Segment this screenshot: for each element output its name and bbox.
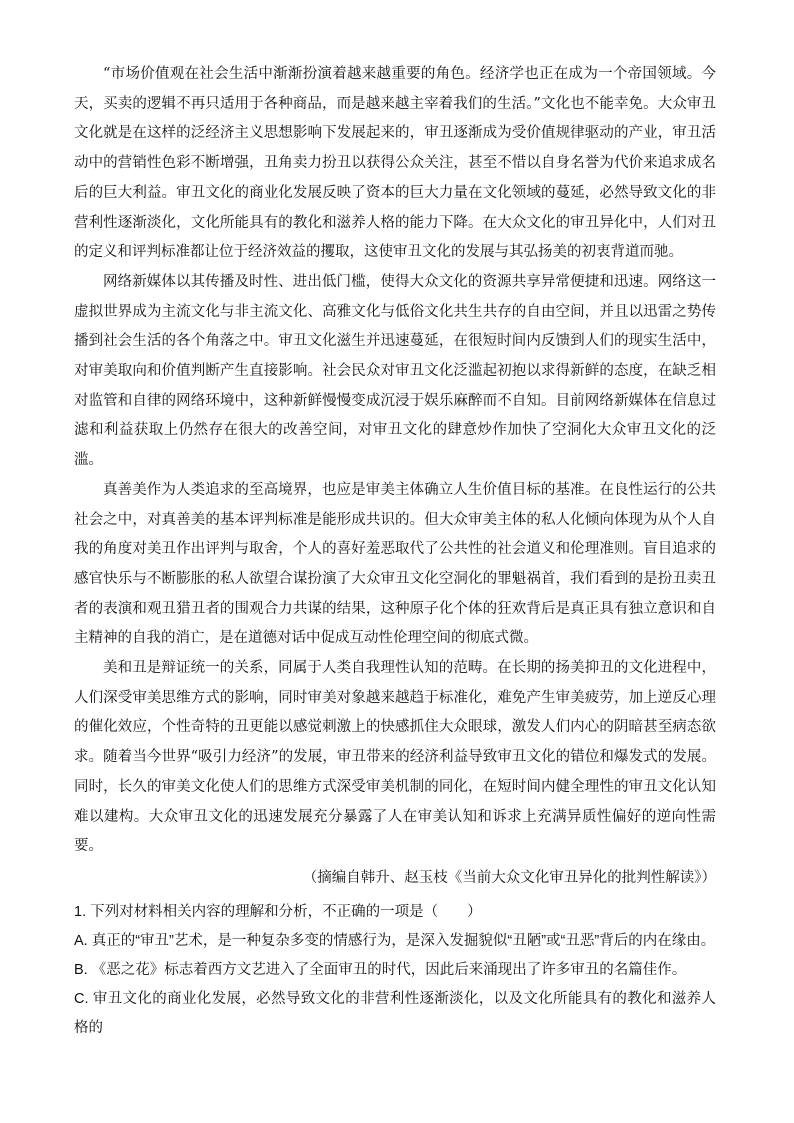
- article-paragraph-2: 网络新媒体以其传播及时性、进出低门槛，使得大众文化的资源共享异常便捷和迅速。网络这一虚拟世界成为主流文化与非主流文化、高雅文化与低俗文化共生共存的自由空间，并且以迅雷之势传播到社会生活的各个角落之中。审丑文化滋生并迅速蔓延，在很短时间内反馈到人们的现实生活中，对审美取向和价值判断产生直接影响。社会民众对审丑文化泛滥起初抱以求得新鲜的态度，在缺乏相对监管和自律的网络环境中，这种新鲜慢慢变成沉浸于娱乐麻醉而不自知。目前网络新媒体在信息过滤和利益获取上仍然存在很大的改善空间，对审丑文化的肆意炒作加快了空洞化大众审丑文化的泛滥。: [74, 273, 716, 469]
- question-option-b: B. 《恶之花》标志着西方文艺进入了全面审丑的时代，因此后来涌现出了许多审丑的名篇佳作。: [74, 961, 687, 978]
- question-option-c: C. 审丑文化的商业化发展，必然导致文化的非营利性逐渐淡化，以及文化所能具有的教化和滋养人格的: [74, 990, 716, 1036]
- question-option-a: A. 真正的“审丑”艺术，是一种复杂多变的情感行为，是深入发掘貌似“丑陋”或“丑恶”背后的内在缘由。: [74, 932, 716, 949]
- article-paragraph-1: “市场价值观在社会生活中渐渐扮演着越来越重要的角色。经济学也正在成为一个帝国领域。今天，买卖的逻辑不再只适用于各种商品，而是越来越主宰着我们的生活。”文化也不能幸免。大众审丑文化就是在这样的泛经济主义思想影响下发展起来的，审丑逐渐成为受价值规律驱动的产业，审丑活动中的营销性色彩不断增强，丑角卖力扮丑以获得公众关注，甚至不惜以自身名誉为代价来追求成名后的巨大利益。审丑文化的商业化发展反映了资本的巨大力量在文化领域的蔓延，必然导致文化的非营利性逐渐淡化，文化所能具有的教化和滋养人格的能力下降。在大众文化的审丑异化中，人们对丑的定义和评判标准都让位于经济效益的攫取，这使审丑文化的发展与其弘扬美的初衷背道而驰。: [74, 66, 716, 261]
- article-source: （摘编自韩升、赵玉枝《当前大众文化审丑异化的批判性解读》）: [302, 869, 716, 886]
- document-page: [74, 60, 716, 1043]
- article-paragraph-3: 真善美作为人类追求的至高境界，也应是审美主体确立人生价值目标的基准。在良性运行的公共社会之中，对真善美的基本评判标准是能形成共识的。但大众审美主体的私人化倾向体现为从个人自我的角度对美丑作出评判与取舍，个人的喜好羞恶取代了公共性的社会道义和伦理准则。盲目追求的感官快乐与不断膨胀的私人欲望合谋扮演了大众审丑文化空洞化的罪魁祸首，我们看到的是扮丑卖丑者的表演和观丑猎丑者的围观合力共谋的结果，这种原子化个体的狂欢背后是真正具有独立意识和自主精神的自我的消亡，是在道德对话中促成互动性伦理空间的彻底式微。: [74, 481, 716, 647]
- article-paragraph-4: 美和丑是辩证统一的关系，同属于人类自我理性认知的范畴。在长期的扬美抑丑的文化进程中，人们深受审美思维方式的影响，同时审美对象越来越趋于标准化，难免产生审美疲劳，加上逆反心理的催化效应，个性奇特的丑更能以感觉刺激上的快感抓住大众眼球，激发人们内心的阴暗甚至病态欲求。随着当今世界“吸引力经济”的发展，审丑带来的经济利益导致审丑文化的错位和爆发式的发展。同时，长久的审美文化使人们的思维方式深受审美机制的同化，在短时间内健全理性的审丑文化认知难以建构。大众审丑文化的迅速发展充分暴露了人在审美认知和诉求上充满异质性偏好的逆向性需要。: [74, 660, 716, 855]
- question-stem: 1. 下列对材料相关内容的理解和分析，不正确的一项是（ ）: [74, 903, 482, 920]
